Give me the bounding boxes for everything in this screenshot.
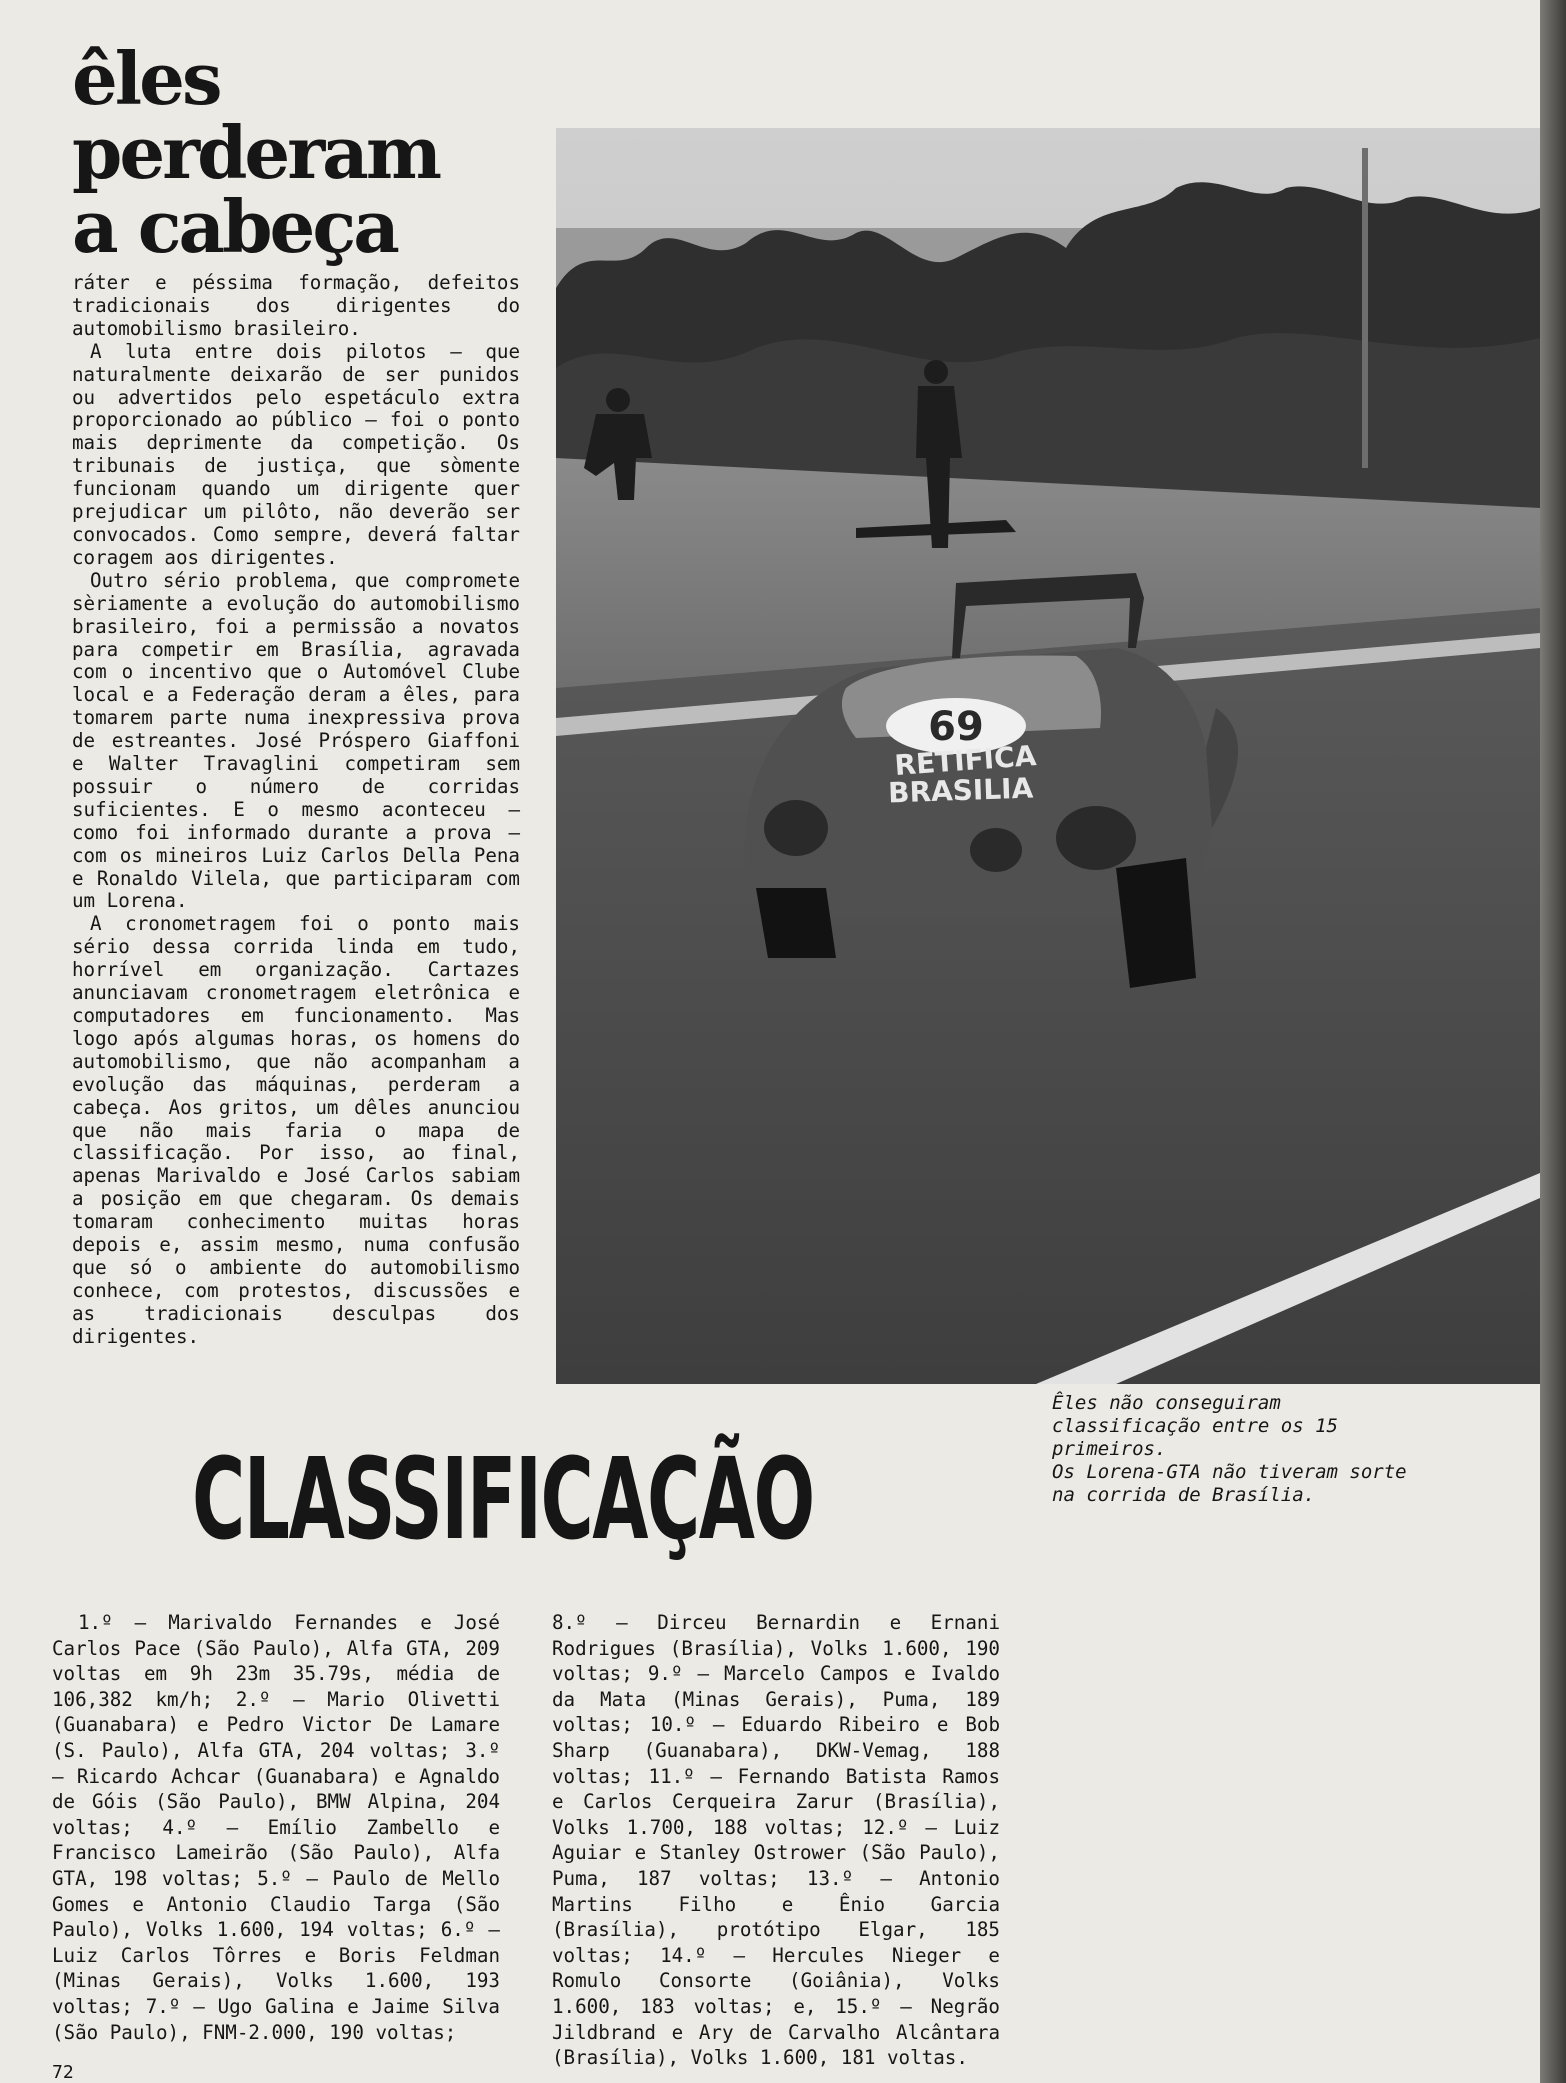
article-paragraph: ráter e péssima formação, defeitos tradicionais dos dirigentes do automobilismo brasileiro. bbox=[72, 271, 520, 340]
article-paragraph: A cronometragem foi o ponto mais sério dessa corrida linda em tudo, horrível em organização. Cartazes anunciavam cronometragem eletrônica e computadores em funcionamento. Mas logo após algumas horas, os homens do automobilismo, que não acompanham a evolução das máquinas, perderam a cabeça. Aos gritos, um dêles anunciou que não mais faria o mapa de classificação. Por isso, ao final, apenas Marivaldo e José Carlos sabiam a posição em que chegaram. Os demais tomaram conhecimento muitas horas depois e, assim mesmo, numa confusão que só o ambiente do automobilismo conhece, com protestos, discussões e as tradicionais desculpas dos dirigentes. bbox=[72, 912, 520, 1348]
race-photo-illustration bbox=[556, 128, 1540, 1384]
headline-line-2: a cabeça bbox=[72, 184, 397, 269]
car-number: 69 bbox=[928, 704, 984, 750]
article-paragraph: A luta entre dois pilotos — que naturalmente deixarão de ser punidos ou advertidos pelo espetáculo extra proporcionado ao público — foi o ponto mais deprimente da competição. Os tribunais de justiça, que sòmente funcionam quando um dirigente quer prejudicar um pilôto, não deverão ser convocados. Como sempre, deverá faltar coragem aos dirigentes. bbox=[72, 339, 520, 569]
page-binding-edge bbox=[1540, 0, 1566, 2083]
article-paragraph: Outro sério problema, que compromete sèriamente a evolução do automobilismo brasileiro, foi a permissão a novatos para competir em Brasília, agravada com o incentivo que o Automóvel Clube local e a Federação deram a êles, para tomarem parte numa inexpressiva prova de estreantes. José Próspero Giaffoni e Walter Travaglini competiram sem possuir o número de corridas suficientes. E o mesmo aconteceu — como foi informado durante a prova — com os mineiros Luiz Carlos Della Pena e Ronaldo Vilela, que participaram com um Lorena. bbox=[72, 568, 520, 913]
photo-pole bbox=[1362, 148, 1368, 468]
car-sponsor-line-1: RETIFICA bbox=[893, 739, 1038, 782]
race-photo bbox=[556, 128, 1540, 1384]
classification-results-right: 8.º — Dirceu Bernardin e Ernani Rodrigues (Brasília), Volks 1.600, 190 voltas; 9.º — Marcelo Campos e Ivaldo da Mata (Minas Gerais), Puma, 189 voltas; 10.º — Eduardo Ribeiro e Bob Sharp (Guanabara), DKW-Vemag, 188 voltas; 11.º — Fernando Batista Ramos e Carlos Cerqueira Zarur (Brasília), Volks 1.700, 188 voltas; 12.º — Luiz Aguiar e Stanley Ostrower (São Paulo), Puma, 187 voltas; 13.º — Antonio Martins Filho e Ênio Garcia (Brasília), protótipo Elgar, 185 voltas; 14.º — Hercules Nieger e Romulo Consorte (Goiânia), Volks 1.600, 183 voltas; e, 15.º — Negrão Jildbrand e Ary de Carvalho Alcântara (Brasília), Volks 1.600, 181 voltas. bbox=[552, 1611, 1000, 2070]
caption-line-1: Êles não conseguiram classificação entre os 15 primeiros. bbox=[1052, 1392, 1338, 1460]
classification-results-left: 1.º — Marivaldo Fernandes e José Carlos Pace (São Paulo), Alfa GTA, 209 voltas em 9h 23m 35.79s, média de 106,382 km/h; 2.º — Mario Olivetti (Guanabara) e Pedro Victor De Lamare (S. Paulo), Alfa GTA, 204 voltas; 3.º — Ricardo Achcar (Guanabara) e Agnaldo de Góis (São Paulo), BMW Alpina, 204 voltas; 4.º — Emílio Zambello e Francisco Lameirão (São Paulo), Alfa GTA, 198 voltas; 5.º — Paulo de Mello Gomes e Antonio Claudio Targa (São Paulo), Volks 1.600, 194 voltas; 6.º — Luiz Carlos Tôrres e Boris Feldman (Minas Gerais), Volks 1.600, 193 voltas; 7.º — Ugo Galina e Jaime Silva (São Paulo), FNM-2.000, 190 voltas; bbox=[52, 1611, 500, 2044]
caption-line-2: Os Lorena-GTA não tiveram sorte na corrida de Brasília. bbox=[1052, 1461, 1407, 1506]
photo-caption bbox=[1052, 1392, 1412, 1507]
classification-title: CLASSIFICAÇÃO bbox=[192, 1435, 814, 1565]
car-sponsor-line-2: BRASILIA bbox=[887, 771, 1034, 810]
headline-line-1: êles perderam bbox=[72, 36, 440, 195]
article-body bbox=[72, 272, 520, 1349]
page-number: 72 bbox=[52, 2062, 74, 2083]
article-headline bbox=[72, 36, 592, 269]
car-front-wheel bbox=[756, 888, 836, 958]
car-rear-wheel bbox=[1116, 858, 1196, 988]
